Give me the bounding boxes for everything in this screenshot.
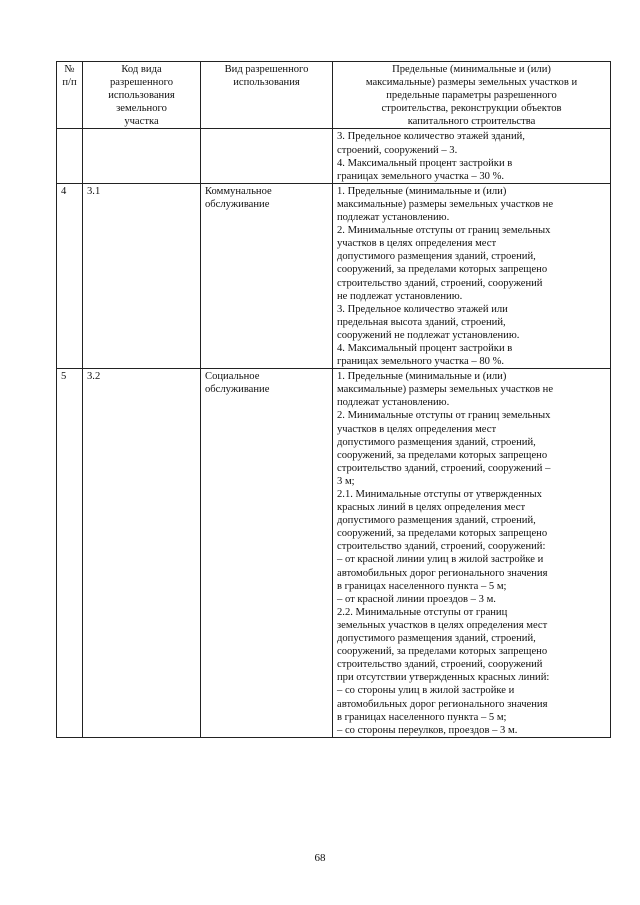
text-line: предельные параметры разрешенного: [386, 90, 557, 102]
text-line: предельная высота зданий, строений,: [337, 316, 506, 328]
text-line: допустимого размещения зданий, строений,: [337, 633, 536, 645]
row-use-name: [201, 369, 333, 738]
text-line: 4. Максимальный процент застройки в: [337, 342, 513, 354]
row-code: [83, 129, 201, 183]
text-line: строений, сооружений – 3.: [337, 144, 458, 156]
text-line: сооружений, за пределами которых запрещено: [337, 449, 548, 461]
row-use-name: [201, 129, 333, 183]
text-line: при отсутствии утвержденных красных линий:: [337, 672, 550, 684]
text-line: 3. Предельное количество этажей зданий,: [337, 131, 525, 143]
header-parameters: [333, 62, 611, 129]
text-line: использования: [233, 77, 300, 89]
text-line: максимальные) размеры земельных участков не: [337, 198, 554, 210]
text-line: Коммунальное: [205, 185, 272, 197]
table-row: [57, 183, 611, 368]
row-code: 3.1: [83, 183, 201, 368]
text-line: Социальное: [205, 371, 260, 383]
text-line: капитального строительства: [407, 116, 536, 128]
text-line: подлежат установлению.: [337, 212, 450, 224]
header-number: [57, 62, 83, 129]
text-line: земельного: [116, 103, 167, 115]
header-use-type: [201, 62, 333, 129]
row-number: 5: [57, 369, 83, 738]
text-line: максимальные) размеры земельных участков и: [365, 77, 578, 89]
text-line: 1. Предельные (минимальные и (или): [337, 371, 507, 383]
text-line: земельных участков в целях определения мест: [337, 619, 548, 631]
text-line: автомобильных дорог регионального значения: [337, 567, 548, 579]
text-line: строительство зданий, строений, сооружений: [337, 659, 543, 671]
text-line: 2. Минимальные отступы от границ земельных: [337, 225, 551, 237]
row-parameters: [333, 129, 611, 183]
row-parameters: [333, 369, 611, 738]
text-line: допустимого размещения зданий, строений,: [337, 251, 536, 263]
text-line: строительство зданий, строений, сооружений:: [337, 541, 546, 553]
text-line: Код вида: [121, 64, 162, 75]
text-line: подлежат установлению.: [337, 397, 450, 409]
text-line: сооружений не подлежат установлению.: [337, 329, 520, 341]
text-line: допустимого размещения зданий, строений,: [337, 436, 536, 448]
text-line: максимальные) размеры земельных участков не: [337, 384, 554, 396]
text-line: автомобильных дорог регионального значения: [337, 698, 548, 710]
page-number: 68: [314, 852, 326, 864]
text-line: 2. Минимальные отступы от границ земельных: [337, 410, 551, 422]
text-line: 3. Предельное количество этажей или: [337, 303, 508, 315]
text-line: использования: [108, 90, 175, 102]
text-line: 4. Максимальный процент застройки в: [337, 157, 513, 169]
land-use-regulations-table: [56, 61, 611, 738]
text-line: п/п: [62, 77, 77, 89]
text-line: 2.2. Минимальные отступы от границ: [337, 606, 508, 618]
row-code: 3.2: [83, 369, 201, 738]
text-line: границах земельного участка – 30 %.: [337, 170, 505, 182]
text-line: – от красной линии улиц в жилой застройке и: [337, 554, 544, 566]
text-line: красных линий в целях определения мест: [337, 502, 526, 514]
text-line: 3 м;: [337, 475, 355, 487]
row-parameters: [333, 183, 611, 368]
text-line: 1. Предельные (минимальные и (или): [337, 185, 507, 197]
header-row: [57, 62, 611, 129]
text-line: сооружений, за пределами которых запрещено: [337, 528, 548, 540]
text-line: 2.1. Минимальные отступы от утвержденных: [337, 489, 542, 500]
text-line: – со стороны улиц в жилой застройке и: [337, 685, 515, 697]
text-line: обслуживание: [205, 384, 270, 396]
text-line: Вид разрешенного: [224, 64, 309, 75]
table-row: [57, 369, 611, 738]
text-line: участков в целях определения мест: [337, 238, 497, 250]
text-line: участка: [124, 116, 159, 128]
text-line: – со стороны переулков, проездов – 3 м.: [337, 724, 518, 736]
text-line: разрешенного: [109, 77, 174, 89]
row-number: [57, 129, 83, 183]
text-line: границах земельного участка – 80 %.: [337, 356, 505, 368]
text-line: сооружений, за пределами которых запрещено: [337, 646, 548, 658]
text-line: строительство зданий, строений, сооружений –: [337, 462, 551, 474]
text-line: строительство зданий, строений, сооружений: [337, 277, 543, 289]
text-line: №: [64, 64, 75, 75]
text-line: Предельные (минимальные и (или): [392, 64, 551, 75]
text-line: не подлежат установлению.: [337, 290, 463, 302]
text-line: – от красной линии проездов – 3 м.: [337, 593, 496, 605]
text-line: в границах населенного пункта – 5 м;: [337, 580, 507, 592]
text-line: в границах населенного пункта – 5 м;: [337, 711, 507, 723]
table-row: [57, 129, 611, 183]
text-line: участков в целях определения мест: [337, 423, 497, 435]
header-code: [83, 62, 201, 129]
text-line: сооружений, за пределами которых запрещено: [337, 264, 548, 276]
row-use-name: [201, 183, 333, 368]
text-line: строительства, реконструкции объектов: [381, 103, 562, 115]
row-number: 4: [57, 183, 83, 368]
text-line: обслуживание: [205, 198, 270, 210]
text-line: допустимого размещения зданий, строений,: [337, 515, 536, 527]
